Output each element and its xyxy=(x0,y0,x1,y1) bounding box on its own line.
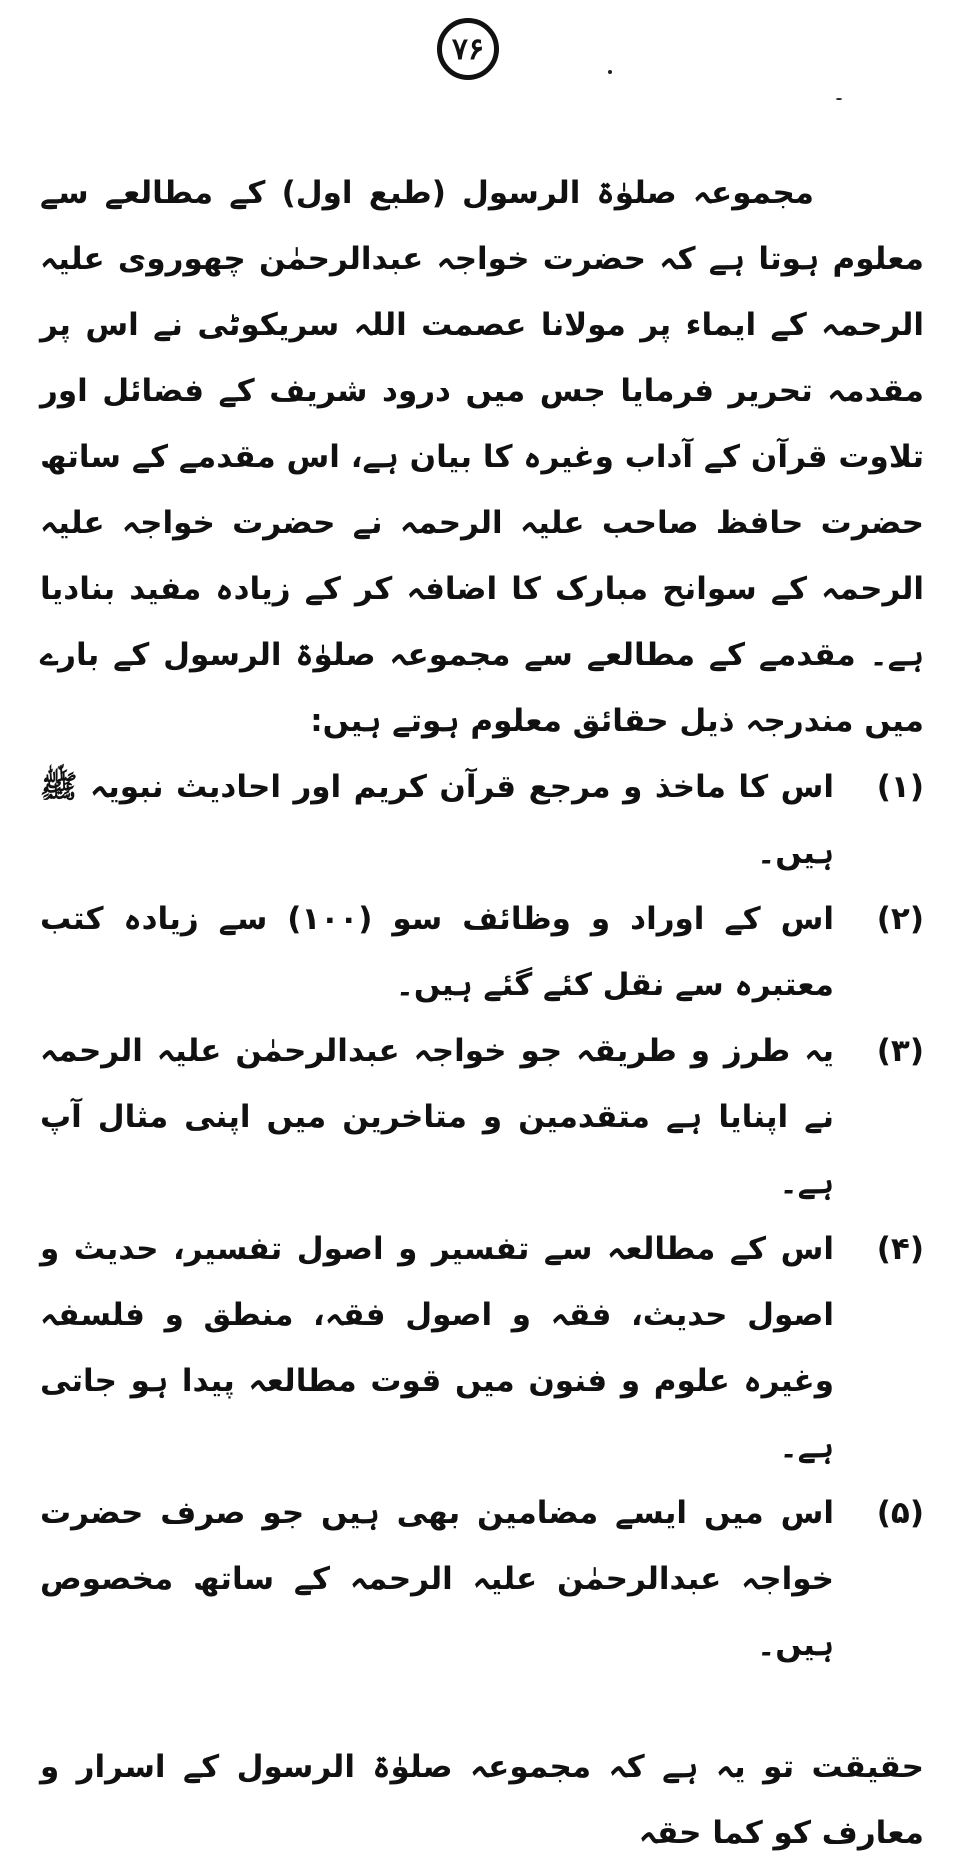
list-item xyxy=(40,886,924,1018)
list-item xyxy=(40,754,924,886)
closing-paragraph: حقیقت تو یہ ہے کہ مجموعہ صلوٰۃ الرسول کے اسرار و معارف کو کما حقہ xyxy=(40,1749,924,1851)
list-item-number: (۵) xyxy=(876,1495,924,1531)
list-item-number: (۳) xyxy=(876,1033,924,1069)
intro-paragraph: مجموعہ صلوٰۃ الرسول (طبع اول) کے مطالعے سے معلوم ہوتا ہے کہ حضرت خواجہ عبدالرحمٰن چھوروی علیہ الرحمہ کے ایماء پر مولانا عصمت اللہ سریکوٹی نے اس پر مقدمہ تحریر فرمایا جس میں درود شریف کے فضائل اور تلاوت قرآن کے آداب وغیرہ کا بیان ہے، اس مقدمے کے ساتھ حضرت حافظ صاحب علیہ الرحمہ نے حضرت خواجہ علیہ الرحمہ کے سوانح مبارک کا اضافہ کر کے زیادہ مفید بنادیا ہے۔ مقدمے کے مطالعے سے مجموعہ صلوٰۃ الرسول کے بارے میں مندرجہ ذیل حقائق معلوم ہوتے ہیں: xyxy=(40,175,924,739)
list-item xyxy=(40,1018,924,1216)
list-item xyxy=(40,1480,924,1678)
scan-speck xyxy=(608,70,612,74)
list-item-text: یہ طرز و طریقہ جو خواجہ عبدالرحمٰن علیہ الرحمہ نے اپنایا ہے متقدمین و متاخرین میں اپنی مثال آپ ہے۔ xyxy=(40,1033,834,1201)
list-item-text: اس کے اوراد و وظائف سو (۱۰۰) سے زیادہ کتب معتبرہ سے نقل کئے گئے ہیں۔ xyxy=(40,901,834,1003)
page-number: ۷۶ xyxy=(437,18,499,80)
list-item-number: (۲) xyxy=(876,901,924,937)
list-item-text: اس کا ماخذ و مرجع قرآن کریم اور احادیث نبویہ ﷺ ہیں۔ xyxy=(40,769,834,871)
scan-speck xyxy=(836,98,842,100)
list-item-text: اس میں ایسے مضامین بھی ہیں جو صرف حضرت خواجہ عبدالرحمٰن علیہ الرحمہ کے ساتھ مخصوص ہیں۔ xyxy=(40,1495,834,1663)
document-body xyxy=(40,160,924,1866)
list-item xyxy=(40,1216,924,1480)
list-item-number: (۱) xyxy=(876,769,924,805)
facts-list xyxy=(40,754,924,1678)
list-item-number: (۴) xyxy=(876,1231,924,1267)
list-item-text: اس کے مطالعہ سے تفسیر و اصول تفسیر، حدیث و اصول حدیث، فقہ و اصول فقہ، منطق و فلسفہ وغیرہ علوم و فنون میں قوت مطالعہ پیدا ہو جاتی ہے۔ xyxy=(40,1231,834,1465)
